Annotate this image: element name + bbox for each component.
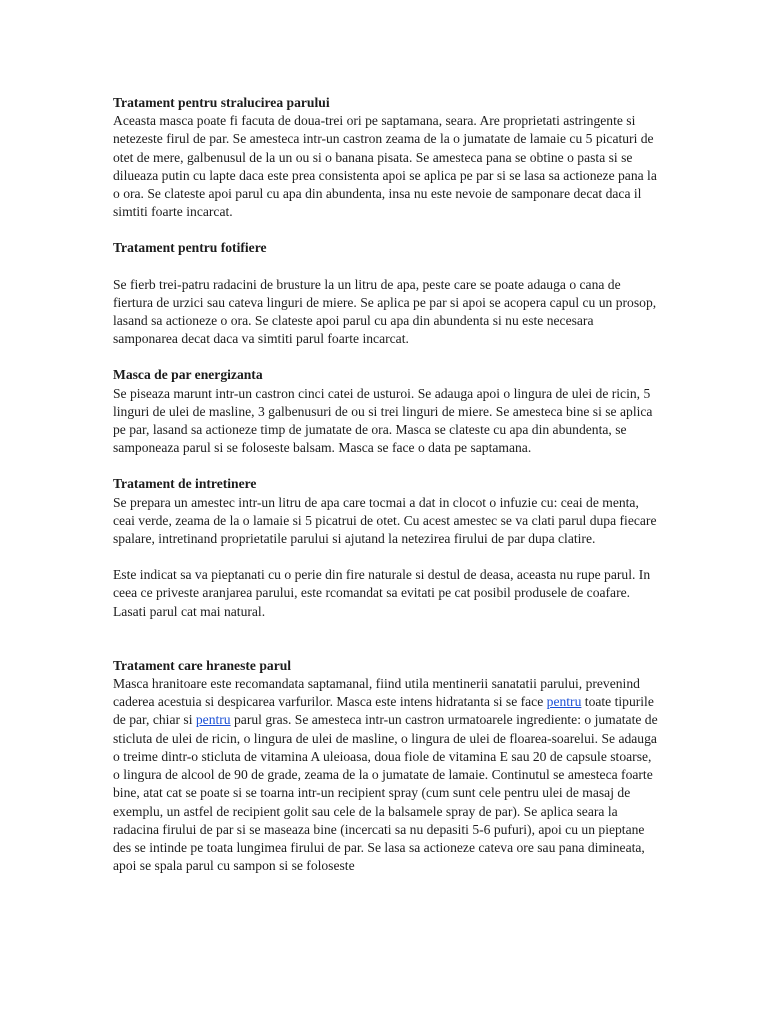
section-extra: Este indicat sa va pieptanati cu o perie din fire naturale si destul de deasa, aceasta nu rupe parul. In ceea ce priveste aranjarea parului, este rcomandat sa evitati pe cat posibil produsele de coafare. Lasati parul cat mai natural. bbox=[113, 567, 651, 619]
section-heading: Tratament pentru stralucirea parului bbox=[113, 95, 330, 110]
body-text-b: toate tipurile de par, chiar si bbox=[113, 694, 654, 728]
spacer bbox=[113, 639, 661, 657]
section-body bbox=[113, 675, 661, 875]
section-body: Se fierb trei-patru radacini de brusture la un litru de apa, peste care se poate adauga o cana de fiertura de urzici sau cateva linguri de miere. Se aplica pe par si apoi se acopera capul cu un prosop, lasand sa actioneze o ora. Se clateste apoi parul cu apa din abundenta si nu este necesara samponarea decat daca va simtiti parul foarte incarcat. bbox=[113, 276, 657, 347]
document-content bbox=[113, 94, 661, 893]
section-fotifiere bbox=[113, 239, 661, 348]
section-heading: Tratament de intretinere bbox=[113, 476, 257, 492]
spacer bbox=[113, 548, 661, 566]
spacer bbox=[113, 258, 661, 276]
section-body: Se prepara un amestec intr-un litru de apa care tocmai a dat in clocot o infuzie cu: ceai de menta, ceai verde, zeama de la o lamaie si 5 picatrui de otet. Cu acest amestec se va clati parul dupa fiecare spalare, intretinand proprietatile parului si ajutand la netezirea firului de par dupa clatire. bbox=[113, 494, 657, 547]
section-heading: Masca de par energizanta bbox=[113, 367, 263, 383]
section-body: Aceasta masca poate fi facuta de doua-trei ori pe saptamana, seara. Are proprietati astringente si netezeste firul de par. Se amesteca intr-un castron zeama de la o jumatate de lamaie cu 5 picaturi de otet de mere, galbenusul de la un ou si o banana pisata. Se amesteca pana se obtine o pasta si se dilueaza putin cu lapte daca este prea consistenta apoi se aplica pe par si se lasa sa actioneze pana la o ora. Se clateste apoi parul cu apa din abundenta, insa nu este nevoie de samponare decat daca il simtiti foarte incarcat. bbox=[113, 113, 657, 220]
pentru-link-1[interactable]: pentru bbox=[546, 694, 582, 710]
section-masca-energizanta bbox=[113, 366, 661, 457]
section-body: Se piseaza marunt intr-un castron cinci catei de usturoi. Se adauga apoi o lingura de ulei de ricin, 5 linguri de ulei de masline, 3 galbenusuri de ou si trei linguri de miere. Se amesteca bine si se aplica pe par, lasand sa actioneze timp de jumatate de ora. Masca se clateste cu apa din abundenta, se samponeaza parul si se foloseste balsam. Masca se face o data pe saptamana. bbox=[113, 385, 653, 456]
section-hraneste bbox=[113, 657, 661, 875]
body-text-c: parul gras. Se amesteca intr-un castron urmatoarele ingrediente: o jumatate de sticluta de ulei de ricin, o lingura de ulei de masline, o lingura de ulei de floarea-soarelui. Se adauga o treime dintr-o sticluta de vitamina A uleioasa, doua fiole de vitamina E sau 20 de capsule stoarse, o lingura de alcool de 90 de grade, zeama de la o jumatate de lamaie. Continutul se amesteca foarte bine, atat cat se poate si se toarna intr-un recipient spray (cum sunt cele pentru ulei de masaj de exemplu, un astfel de recipient golit sau cele de la balsamele spray de par). Se aplica seara la radacina firului de par si se maseaza bine (incercati sa nu depasiti 5-6 pufuri), apoi cu un pieptane des se intinde pe toata lungimea firului de par. Se lasa sa actioneze cateva ore sau pana dimineata, apoi se spala parul cu sampon si se foloseste bbox=[113, 712, 658, 874]
section-heading: Tratament care hraneste parul bbox=[113, 657, 292, 673]
pentru-link-2[interactable]: pentru bbox=[195, 712, 231, 728]
section-stralucire bbox=[113, 94, 661, 221]
body-text-a: Masca hranitoare este recomandata saptamanal, fiind utila mentinerii sanatatii parului, prevenind caderea acestuia si despicarea varfurilor. Masca este intens hidratanta si se face bbox=[113, 676, 640, 710]
section-intretinere bbox=[113, 475, 661, 620]
section-heading: Tratament pentru fotifiere bbox=[113, 240, 267, 256]
